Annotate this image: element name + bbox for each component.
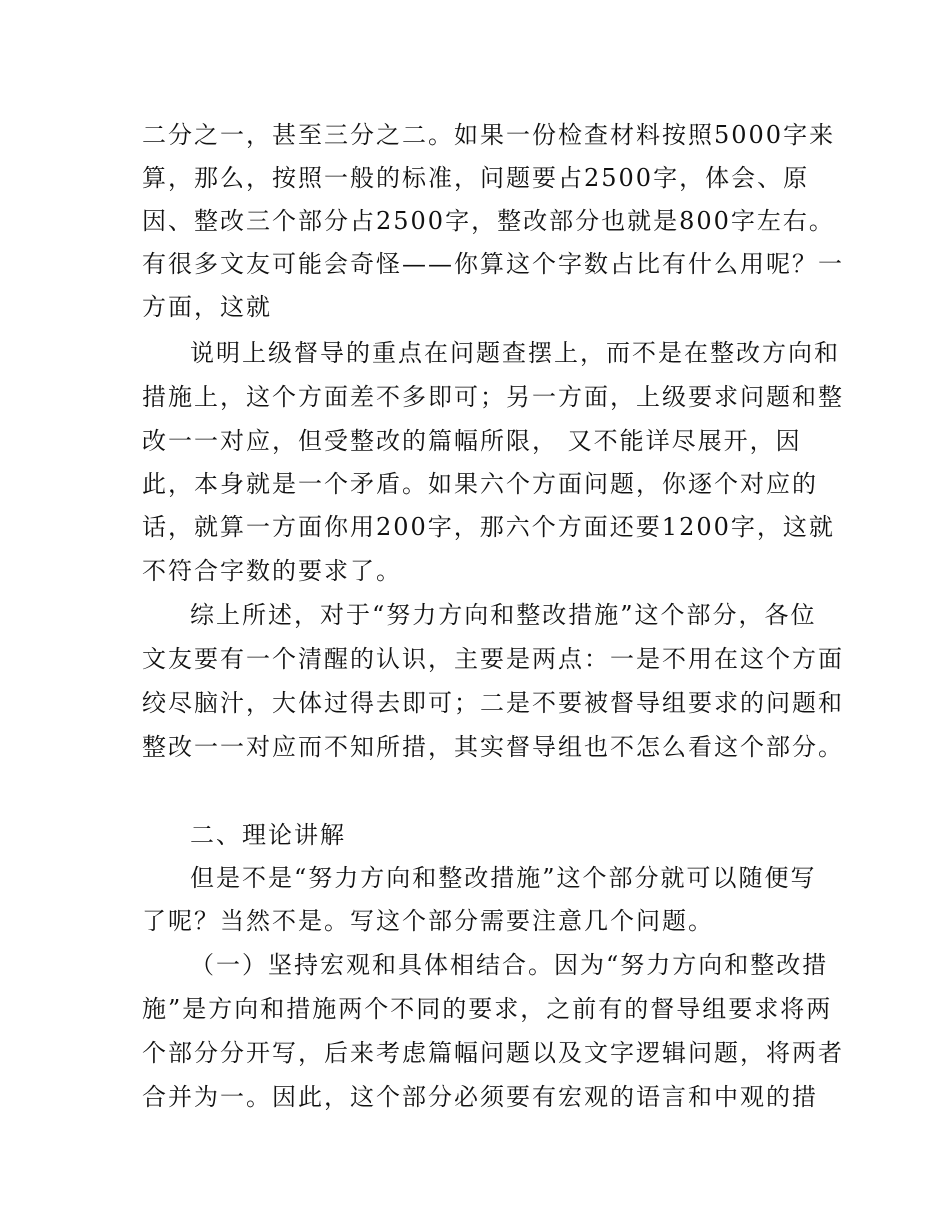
paragraph-first-line: 综上所述，对于“努力方向和整改措施”这个部分，各位 — [190, 601, 817, 629]
body-text-line: 了呢？当然不是。写这个部分需要注意几个问题。 — [142, 907, 714, 935]
body-text-line: 个部分分开写，后来考虑篇幅问题以及文字逻辑问题，将两者 — [142, 1039, 844, 1067]
body-text-line: 文友要有一个清醒的认识，主要是两点：一是不用在这个方面 — [142, 645, 844, 673]
body-text-line: 有很多文友可能会奇怪——你算这个字数占比有什么用呢？一 — [142, 250, 844, 278]
body-text-line: 话，就算一方面你用200字，那六个方面还要1200字，这就 — [142, 513, 835, 541]
body-text-line: 算，那么，按照一般的标准，问题要占2500字，体会、原 — [142, 164, 810, 192]
body-text-line: 二分之一，甚至三分之二。如果一份检查材料按照5000字来 — [142, 121, 836, 149]
body-text-line: 合并为一。因此，这个部分必须要有宏观的语言和中观的措 — [142, 1083, 818, 1111]
body-text-line: 措施上，这个方面差不多即可；另一方面，上级要求问题和整 — [142, 383, 844, 411]
body-text-line: 此，本身就是一个矛盾。如果六个方面问题，你逐个对应的 — [142, 470, 818, 498]
paragraph-first-line: 说明上级督导的重点在问题查摆上，而不是在整改方向和 — [190, 339, 840, 367]
paragraph-first-line: 但是不是“努力方向和整改措施”这个部分就可以随便写 — [190, 864, 817, 892]
section-heading: 二、理论讲解 — [190, 821, 346, 849]
body-text-line: 因、整改三个部分占2500字，整改部分也就是800字左右。 — [142, 207, 835, 235]
body-text-line: 施”是方向和措施两个不同的要求，之前有的督导组要求将两 — [142, 995, 833, 1023]
paragraph-first-line: （一）坚持宏观和具体相结合。因为“努力方向和整改措 — [190, 951, 829, 979]
body-text-line: 不符合字数的要求了。 — [142, 557, 402, 585]
body-text-line: 方面，这就 — [142, 293, 272, 321]
body-text-line: 改一一对应，但受整改的篇幅所限， 又不能详尽展开，因 — [142, 427, 802, 455]
body-text-line: 绞尽脑汁，大体过得去即可；二是不要被督导组要求的问题和 — [142, 689, 844, 717]
body-text-line: 整改一一对应而不知所措，其实督导组也不怎么看这个部分。 — [142, 733, 844, 761]
